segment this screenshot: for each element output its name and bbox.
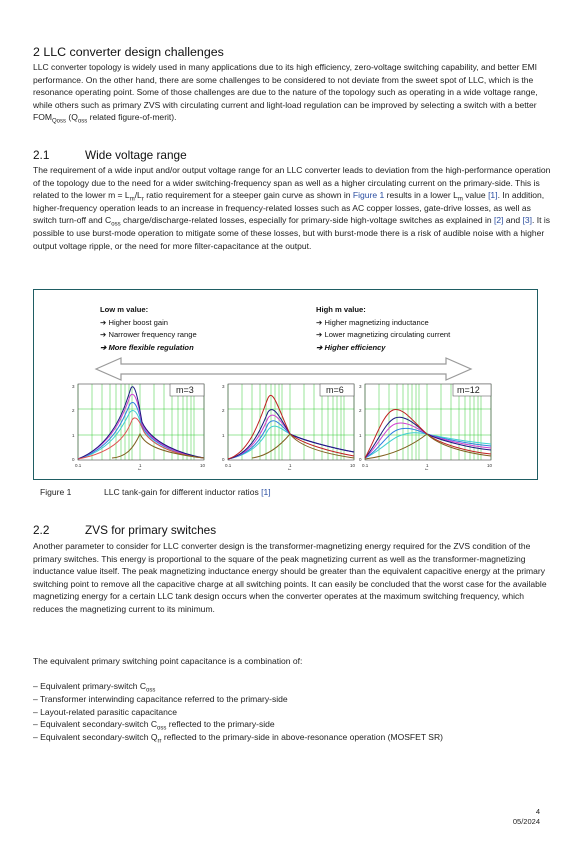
x-tick-0-1: 0.1 (225, 463, 232, 468)
section-2-2-paragraph: Another parameter to consider for LLC converter design is the transformer-magnetizing energy required for the ZVS condition of the primary switches. This energy is proportional to the square of the peak magnetizing current as well as the transformer-magnetizing inductance value itself. The peak magnetizing inductance energy should be greater than the equivalent capacitive energy at the primary switching point to remove all the capacitive charge at all switching points. It can easily be concluded that the worst case for the available magnetizing energy for a certain LLC tank design occurs when the converter operates at the maximum switching frequency, which reduces the magnetizing current to its minimum. (33, 541, 547, 614)
y-tick-2: 2 (72, 408, 75, 413)
x-tick-10: 10 (200, 463, 206, 468)
y-tick-0: 0 (222, 457, 225, 462)
plot-label-m6: m=6 (326, 385, 344, 395)
y-tick-0: 0 (72, 457, 75, 462)
gain-plot-m6 (222, 382, 362, 470)
x-tick-1: 1 (426, 463, 429, 468)
section-2-2-heading: 2.2 ZVS for primary switches (33, 523, 217, 537)
high-m-text: High m value: ➔ Higher magnetizing inductance ➔ Lower magnetizing circulating current ➔ Higher efficiency (316, 305, 451, 352)
reference-1-link[interactable]: [1] (488, 190, 498, 201)
page-number: 4 (535, 807, 540, 816)
x-axis-label: fn (425, 467, 429, 470)
figure-1-caption: Figure 1 LLC tank-gain for different inductor ratios [1] (40, 487, 271, 497)
x-tick-10: 10 (487, 463, 493, 468)
section-2-paragraph: LLC converter topology is widely used in many applications due to its high efficiency, zero-voltage switching capability, and better EMI performance. On the other hand, there are some challenges to be considered to not deviate from the sweet spot of LLC, which is the resonance operating point. Some of those challenges are due to the nature of the topology such as operating in a wide voltage range, while others such as primary ZVS with circulating current and light-load regulation can be improved by selecting a switch with a better $FOM_{Qoss}$ ($Q_{oss}$ related figure-of-merit). (33, 62, 538, 126)
y-tick-2: 2 (359, 408, 362, 413)
document-date: 05/2024 (512, 817, 540, 826)
low-m-text: Low m value: ➔ Higher boost gain ➔ Narrower frequency range ➔ More flexible regulation (100, 305, 197, 352)
section-2-2-intro-list: The equivalent primary switching point capacitance is a combination of: (33, 656, 303, 666)
y-tick-3: 3 (359, 384, 362, 389)
x-tick-1: 1 (139, 463, 142, 468)
caption-reference-1-link[interactable]: [1] (261, 487, 271, 497)
y-tick-2: 2 (222, 408, 225, 413)
section-2-1-heading: 2.1 Wide voltage range (33, 148, 187, 162)
figure-1 (33, 289, 538, 480)
x-tick-1: 1 (289, 463, 292, 468)
section-2-heading: 2 LLC converter design challenges (33, 45, 224, 59)
plot-label-m12: m=12 (457, 385, 480, 395)
reference-2-link[interactable]: [2] (493, 215, 504, 226)
reference-3-link[interactable]: [3] (522, 215, 533, 226)
list-item: – Equivalent primary-switch $C_{oss}$ (33, 681, 156, 694)
figure-1-link[interactable]: Figure 1 (352, 190, 385, 201)
y-tick-3: 3 (72, 384, 75, 389)
capacitance-list (33, 680, 553, 744)
double-arrow-icon (96, 358, 471, 380)
list-item: – Layout-related parasitic capacitance (33, 706, 177, 717)
x-tick-0-1: 0.1 (362, 463, 369, 468)
x-axis-label: fn (288, 467, 292, 470)
y-tick-0: 0 (359, 457, 362, 462)
y-tick-1: 1 (359, 433, 362, 438)
gain-plot-m12 (359, 382, 499, 470)
x-tick-10: 10 (350, 463, 356, 468)
list-item: – Equivalent secondary-switch $C_{oss}$ reflected to the primary-side (33, 719, 275, 733)
list-item: – Transformer interwinding capacitance referred to the primary-side (33, 693, 288, 704)
y-tick-1: 1 (72, 433, 75, 438)
plot-label-m3: m=3 (176, 385, 194, 395)
x-tick-0-1: 0.1 (75, 463, 82, 468)
list-item: – Equivalent secondary-switch $Q_{rr}$ reflected to the primary-side in above-resonance operation (MOSFET SR) (33, 732, 444, 745)
x-axis-label: fn (138, 467, 142, 470)
y-tick-1: 1 (222, 433, 225, 438)
y-tick-3: 3 (222, 384, 225, 389)
gain-plot-m3 (72, 382, 212, 470)
section-2-1-paragraph: The requirement of a wide input and/or output voltage range for an LLC converter leads to deviation from the high-performance operation of the topology due to the need for a wider switching-frequency span as well as a higher circulating current on the primary-side. This is related to the lower $m = L_m/L_r$ ratio requirement for a steeper gain curve as shown in Figure 1 results in a lower $L_m$ value [1]. In addition, higher-frequency operation leads to an increase in frequency-related losses such as AC copper losses, gate-drive losses, as well as switch turn-off and $C_{oss}$ charge/discharge-related losses, especially for primary-side high-voltage switches as explained in [2] and [3]. It is possible to use burst-mode operation to mitigate some of these losses, but with burst-mode there is a risk of audible noise with a higher output voltage ripple, or the need for more filter-capacitance at the output. (33, 165, 551, 251)
